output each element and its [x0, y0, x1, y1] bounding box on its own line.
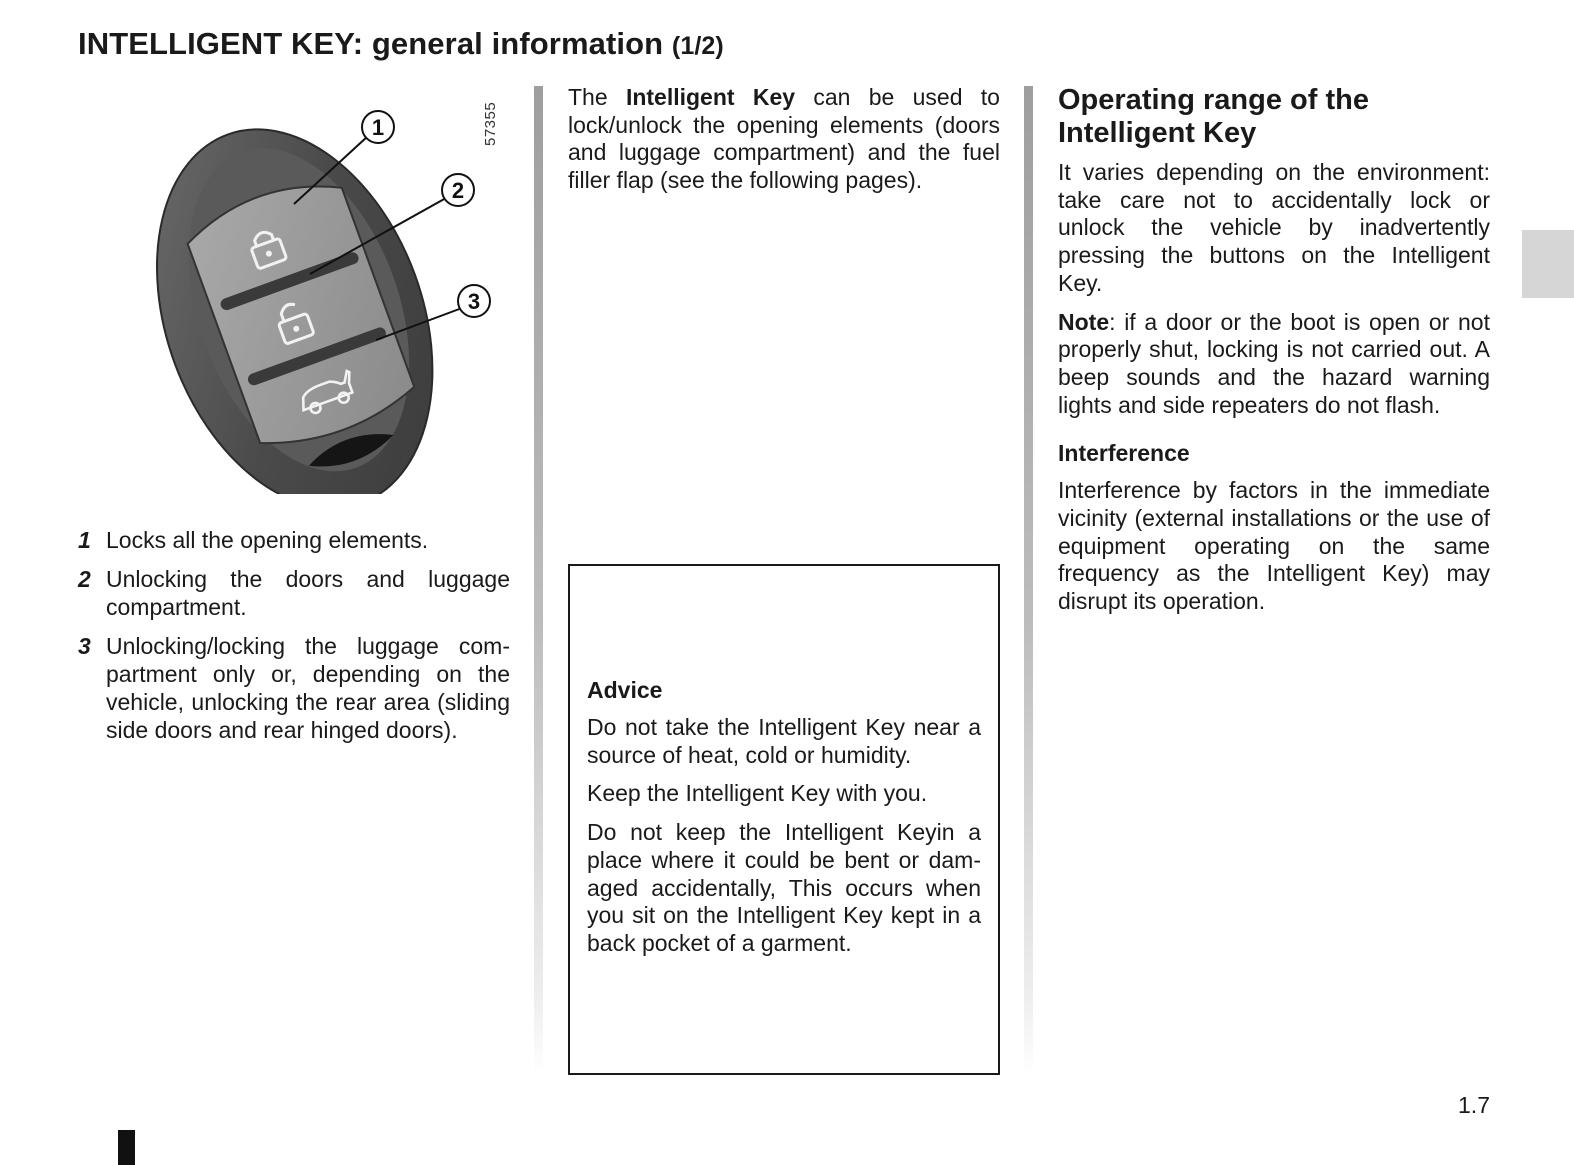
interference-text: Interference by factors in the immediate vicinity (external installations or the use of equipment operating on the same frequency as the Intelligent Key) may disrupt its operation. — [1058, 477, 1490, 615]
column-divider — [534, 86, 543, 1076]
title-main: INTELLIGENT KEY: general information — [78, 26, 664, 61]
key-fob-drawing — [78, 84, 518, 494]
advice-title: Advice — [587, 677, 663, 703]
note-text: : if a door or the boot is open or not properly shut, locking is not carried out. A beep sounds and the hazard warning lights and side repeaters do not flash. — [1058, 308, 1490, 418]
range-note — [1058, 309, 1490, 420]
range-heading: Operating range of the Intelligent Key — [1058, 84, 1369, 149]
legend-number: 2 — [78, 566, 91, 592]
title-part: (1/2) — [671, 32, 724, 60]
legend-item — [78, 526, 510, 554]
intro-paragraph — [568, 84, 1000, 195]
range-section — [1058, 84, 1490, 627]
callout-2: 2 — [451, 178, 465, 203]
legend-number: 1 — [78, 527, 91, 553]
intro-prefix: The — [568, 84, 626, 110]
advice-paragraph: Do not keep the Intelligent Keyin a place where it could be bent or damaged accidentally, This occurs when you sit on the Intelligent Key kept in a back pocket of a garment. — [587, 819, 981, 956]
intro-suffix: can be used to lock/unlock the opening elements (doors and luggage compartment) and the fuel filler flap (see the following pages). — [568, 84, 1000, 194]
figure-number: 57355 — [482, 101, 499, 146]
legend-text: Unlocking the doors and luggage compartment. — [106, 566, 510, 620]
page-number: 1.7 — [1458, 1092, 1490, 1118]
note-label: Note — [1058, 308, 1110, 335]
key-fob — [107, 91, 482, 494]
advice-paragraph: Keep the Intelligent Key with you. — [587, 780, 928, 807]
callout-1: 1 — [371, 115, 385, 140]
range-text: It varies depending on the environment: take care not to accidentally lock or unlock the vehicle by inadvertently pressing the buttons on the Intelligent Key. — [1058, 159, 1490, 296]
legend-number: 3 — [78, 633, 91, 659]
legend-list — [78, 526, 510, 755]
advice-box — [568, 564, 1000, 1075]
interference-heading: Interference — [1058, 440, 1190, 467]
column-divider — [1024, 86, 1033, 1076]
key-illustration — [78, 84, 518, 494]
intro-bold: Intelligent Key — [625, 84, 796, 110]
page-title — [78, 26, 724, 62]
corner-mark — [118, 1130, 135, 1165]
chapter-tab — [1522, 230, 1574, 298]
legend-text: Unlocking/locking the luggage compartment only or, depending on the vehicle, unlocking the rear area (sliding side doors and rear hinged doors). — [106, 633, 510, 743]
advice-paragraph: Do not take the Intelligent Key near a source of heat, cold or humidity. — [587, 714, 981, 768]
legend-item — [78, 565, 510, 621]
callout-3: 3 — [467, 289, 481, 314]
legend-item — [78, 632, 510, 744]
legend-text: Locks all the opening elements. — [106, 527, 429, 553]
